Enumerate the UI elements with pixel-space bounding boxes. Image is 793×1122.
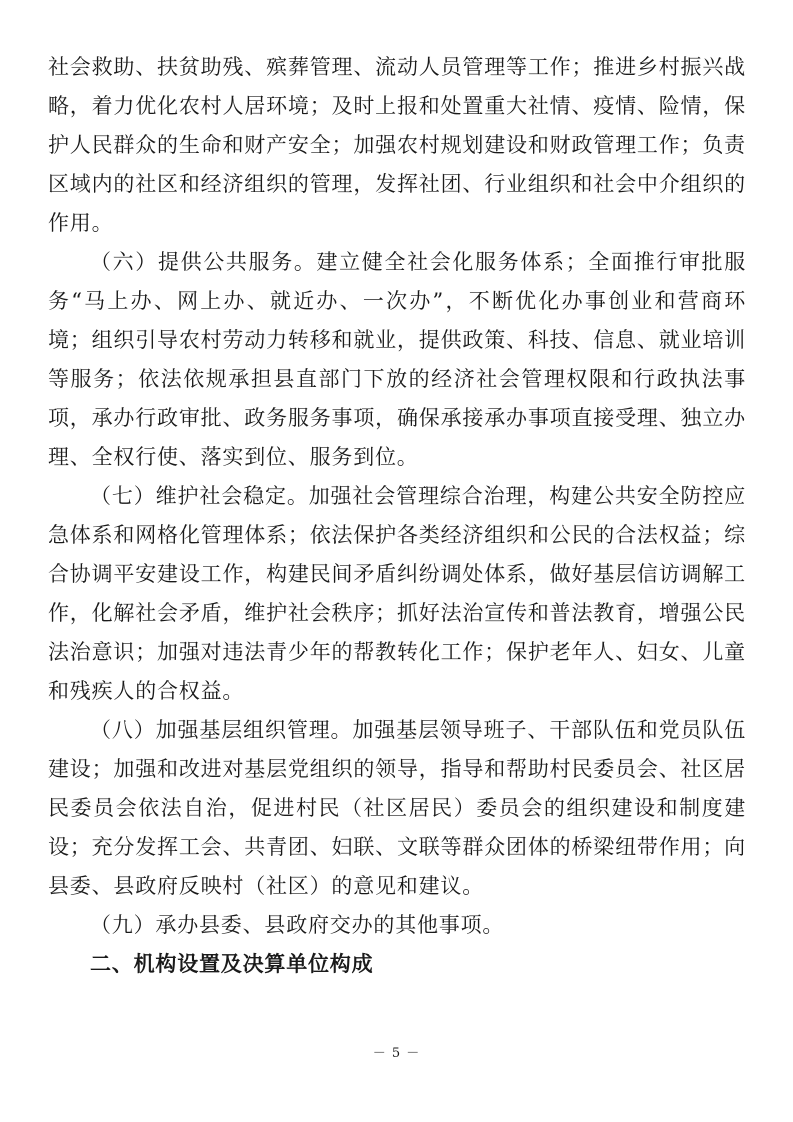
- document-body: [48, 48, 746, 984]
- paragraph-other-matters: （九）承办县委、县政府交办的其他事项。: [90, 913, 505, 937]
- paragraph-grassroots-organization: （八）加强基层组织管理。加强基层领导班子、干部队伍和党员队伍建设；加强和改进对基层党组织的领导，指导和帮助村民委员会、社区居民委员会依法自治，促进村民（社区居民）委员会的组织建设和制度建设；充分发挥工会、共青团、妇联、文联等群众团体的桥梁纽带作用；向县委、县政府反映村（社区）的意见和建议。: [48, 718, 746, 898]
- page-number: － 5 －: [372, 1046, 421, 1061]
- paragraph-public-services: （六）提供公共服务。建立健全社会化服务体系；全面推行审批服务“马上办、网上办、就近办、一次办”，不断优化办事创业和营商环境；组织引导农村劳动力转移和就业，提供政策、科技、信息、就业培训等服务；依法依规承担县直部门下放的经济社会管理权限和行政执法事项，承办行政审批、政务服务事项，确保承接承办事项直接受理、独立办理、全权行使、落实到位、服务到位。: [48, 250, 746, 469]
- section-heading: 二、机构设置及决算单位构成: [90, 952, 374, 976]
- paragraph-continuation: 社会救助、扶贫助残、殡葬管理、流动人员管理等工作；推进乡村振兴战略，着力优化农村人居环境；及时上报和处置重大社情、疫情、险情，保护人民群众的生命和财产安全；加强农村规划建设和财政管理工作；负责区域内的社区和经济组织的管理，发挥社团、行业组织和社会中介组织的作用。: [48, 55, 746, 235]
- paragraph-social-stability: （七）维护社会稳定。加强社会管理综合治理，构建公共安全防控应急体系和网格化管理体系；依法保护各类经济组织和公民的合法权益；综合协调平安建设工作，构建民间矛盾纠纷调处体系，做好基层信访调解工作，化解社会矛盾，维护社会秩序；抓好法治宣传和普法教育，增强公民法治意识；加强对违法青少年的帮教转化工作；保护老年人、妇女、儿童和残疾人的合权益。: [48, 484, 746, 703]
